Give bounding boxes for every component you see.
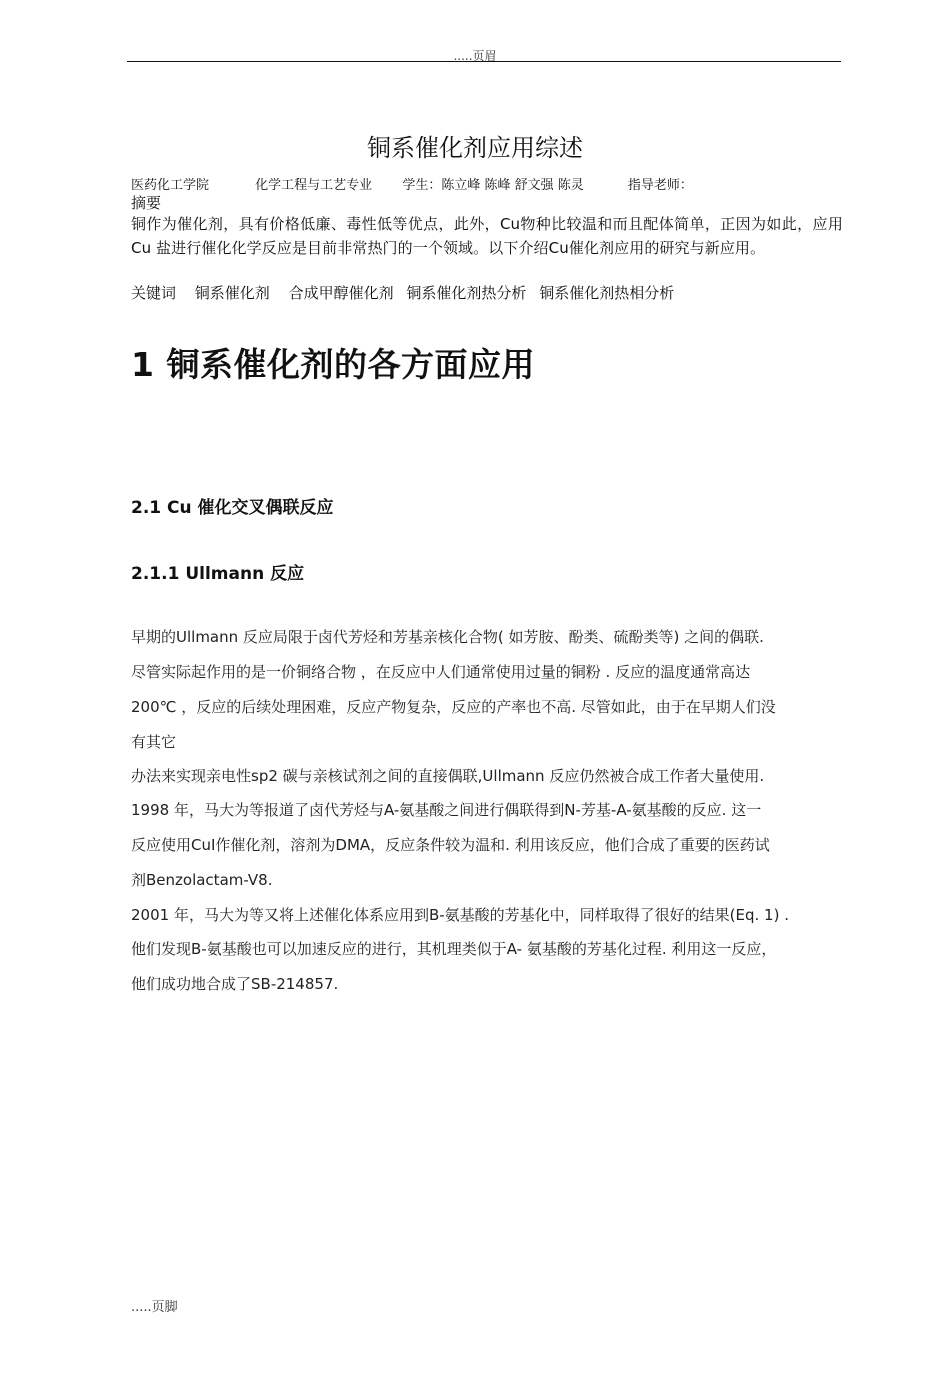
keyword-item: 铜系催化剂热分析 (406, 284, 527, 302)
header-divider (127, 61, 841, 62)
body-line: 反应使用CuI作催化剂，溶剂为DMA，反应条件较为温和. 利用该反应，他们合成了重要的医药试 (131, 836, 770, 854)
abstract-text: 铜作为催化剂，具有价格低廉、毒性低等优点，此外，Cu物种比较温和而且配体简单，正因为如此，应用Cu 盐进行催化化学反应是目前非常热门的一个领域。以下介绍Cu催化剂应用的研究与新应用。 (131, 215, 843, 257)
advisor-label: 指导老师： (627, 178, 693, 193)
subsubsection-heading: 2.1.1 Ullmann 反应 (131, 564, 305, 584)
page-footer: .....页脚 (131, 1300, 178, 1315)
keywords-line (131, 282, 688, 303)
body-line: 尽管实际起作用的是一价铜络合物 ，在反应中人们通常使用过量的铜粉 . 反应的温度通常高达 (131, 663, 751, 681)
body-line: 办法来实现亲电性sp2 碳与亲核试剂之间的直接偶联,Ullmann 反应仍然被合成工作者大量使用. (131, 767, 765, 785)
section-heading: 1 铜系催化剂的各方面应用 (131, 345, 535, 384)
student-names: 学生：陈立峰 陈峰 舒文强 陈灵 (402, 178, 584, 193)
major-name: 化学工程与工艺专业 (255, 178, 373, 193)
subsection-heading: 2.1 Cu 催化交叉偶联反应 (131, 498, 334, 518)
page-header: .....页眉 (453, 49, 497, 63)
body-line: 2001 年，马大为等又将上述催化体系应用到B-氨基酸的芳基化中，同样取得了很好的结果(Eq. 1) . (131, 906, 789, 924)
author-info (131, 174, 693, 193)
body-line: 剂Benzolactam-V8. (131, 871, 273, 889)
keyword-item: 铜系催化剂热相分析 (539, 284, 675, 302)
body-line: 200℃ ，反应的后续处理困难，反应产物复杂，反应的产率也不高. 尽管如此，由于在早期人们没 (131, 698, 776, 716)
body-text (131, 620, 843, 1002)
abstract-label: 摘要 (131, 194, 162, 212)
keyword-item: 合成甲醇催化剂 (288, 284, 394, 302)
body-line: 1998 年，马大为等报道了卤代芳烃与A-氨基酸之间进行偶联得到N-芳基-A-氨基酸的反应. 这一 (131, 801, 762, 819)
keyword-item: 铜系催化剂 (194, 284, 270, 302)
keywords-label: 关键词 (131, 284, 177, 302)
body-line: 他们发现B-氨基酸也可以加速反应的进行，其机理类似于A- 氨基酸的芳基化过程. 利用这一反应， (131, 940, 777, 958)
body-line: 他们成功地合成了SB-214857. (131, 975, 339, 993)
body-line: 早期的Ullmann 反应局限于卤代芳烃和芳基亲核化合物( 如芳胺、酚类、硫酚类等) 之间的偶联. (131, 628, 764, 646)
body-line: 有其它 (131, 733, 177, 751)
school-name: 医药化工学院 (131, 178, 210, 193)
document-title: 铜系催化剂应用综述 (367, 134, 583, 162)
